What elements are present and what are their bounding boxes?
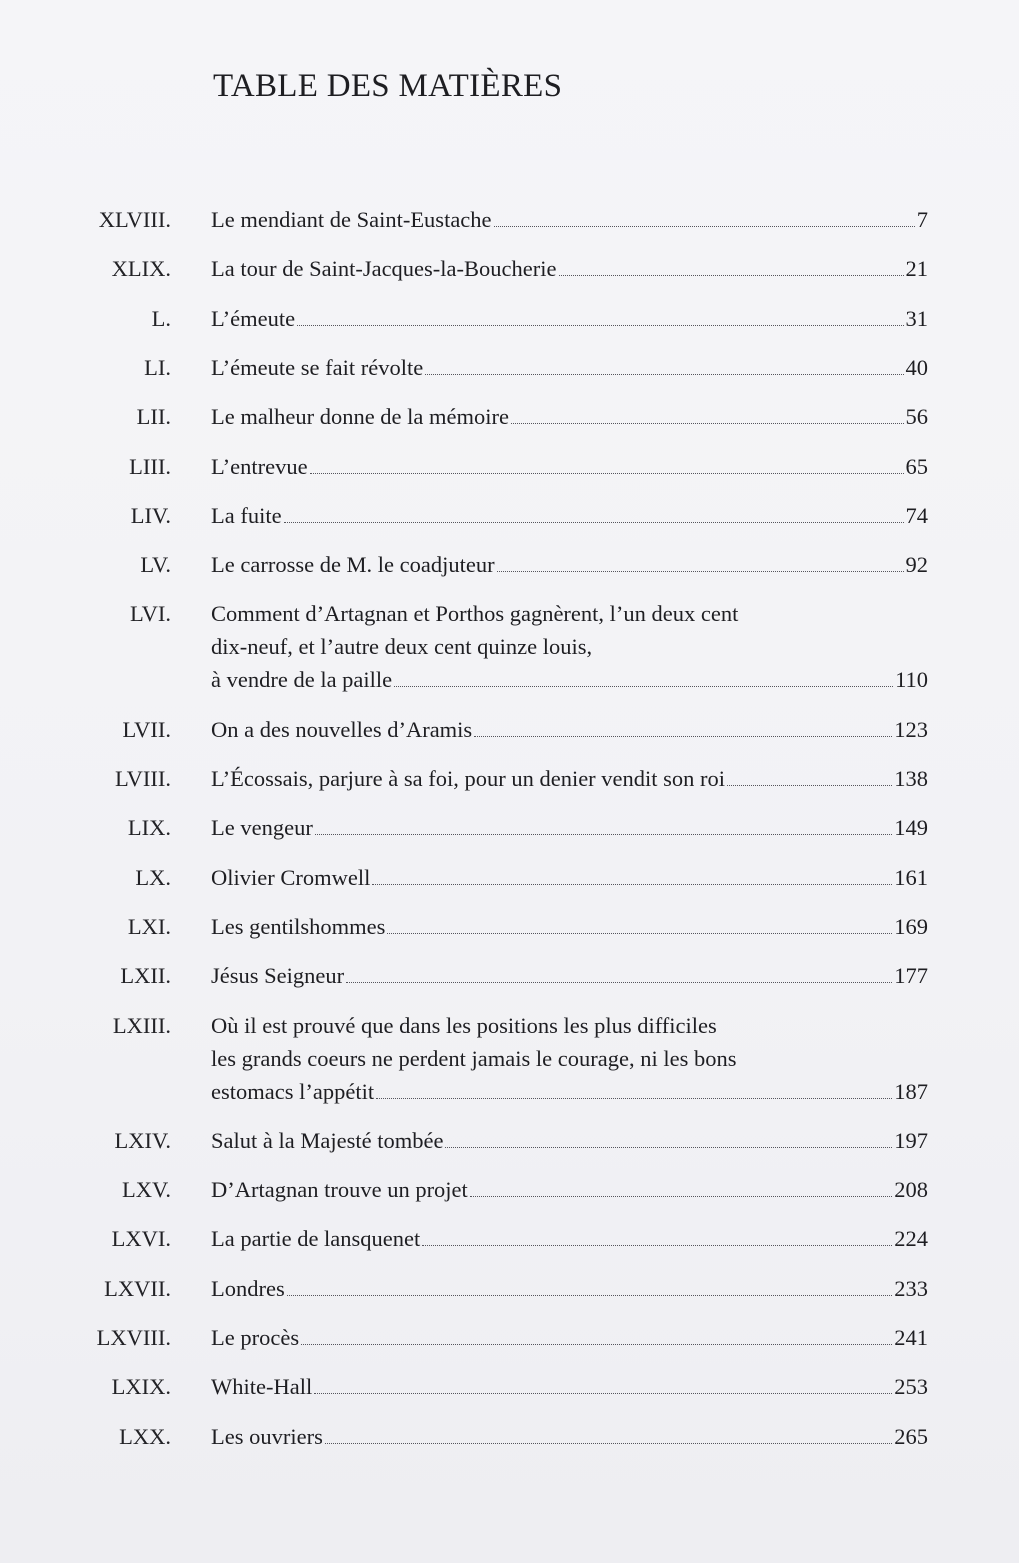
chapter-title-last-line — [211, 910, 928, 943]
chapter-number: LXI. — [127, 913, 171, 939]
chapter-title-line: Les ouvriers — [211, 1423, 323, 1449]
page-number: 187 — [894, 1078, 928, 1104]
dot-leader — [494, 204, 915, 227]
dot-leader — [310, 451, 904, 474]
chapter-number: LVIII. — [114, 766, 171, 791]
dot-leader — [387, 911, 892, 934]
chapter-number: LXII. — [120, 963, 171, 989]
dot-leader — [511, 401, 903, 424]
chapter-title — [211, 762, 928, 795]
chapter-title-last-line — [211, 713, 928, 746]
dot-leader — [470, 1174, 892, 1197]
chapter-number: LI. — [144, 354, 171, 380]
dot-leader — [497, 549, 904, 572]
chapter-title — [211, 1222, 928, 1255]
dot-leader — [325, 1421, 892, 1444]
chapter-title — [211, 1124, 928, 1157]
chapter-title — [211, 1370, 928, 1403]
chapter-number: LXIV. — [114, 1127, 171, 1153]
chapter-number: LXVIII. — [96, 1325, 171, 1350]
chapter-title — [211, 1272, 928, 1305]
dot-leader — [314, 1371, 892, 1394]
page-number: 177 — [894, 963, 928, 989]
page-number: 56 — [905, 404, 928, 430]
chapter-title-line: White-Hall — [211, 1374, 313, 1400]
chapter-title-line: dix-neuf, et l’autre deux cent quinze louis, — [211, 634, 593, 660]
page-number: 197 — [894, 1127, 928, 1153]
chapter-title — [211, 597, 928, 696]
chapter-title — [211, 1420, 928, 1453]
chapter-title-line: Le carrosse de M. le coadjuteur — [211, 552, 495, 578]
chapter-number: LXIX. — [111, 1374, 171, 1400]
chapter-number: L. — [151, 305, 171, 331]
page-number: 241 — [894, 1325, 928, 1350]
chapter-number: LII. — [136, 404, 171, 430]
chapter-title-last-line — [211, 203, 928, 236]
chapter-number: LXV. — [122, 1177, 171, 1203]
page-number: 92 — [905, 552, 928, 578]
chapter-title-last-line — [211, 1124, 928, 1157]
chapter-number: LV. — [140, 552, 171, 578]
page-number: 40 — [905, 354, 928, 380]
chapter-title-last-line — [211, 450, 928, 483]
chapter-title-last-line — [211, 1370, 928, 1403]
page-number: 65 — [905, 453, 928, 479]
chapter-title — [211, 400, 928, 433]
chapter-title-line: Comment d’Artagnan et Porthos gagnèrent, l’un deux cent — [211, 601, 739, 627]
chapter-title-last-line — [211, 762, 928, 795]
chapter-title-last-line — [211, 1272, 928, 1305]
chapter-title-last-line — [211, 959, 928, 992]
chapter-title-line: Où il est prouvé que dans les positions les plus difficiles — [211, 1012, 717, 1038]
chapter-title — [211, 959, 928, 992]
page-title: TABLE DES MATIÈRES — [213, 68, 563, 104]
dot-leader — [346, 960, 892, 983]
dot-leader — [445, 1125, 892, 1148]
chapter-title — [211, 499, 928, 532]
page-number: 7 — [916, 207, 928, 232]
chapter-title — [211, 910, 928, 943]
chapter-title-last-line — [211, 1222, 928, 1255]
dot-leader — [425, 352, 903, 375]
chapter-title-last-line — [211, 548, 928, 581]
chapter-title-last-line — [211, 351, 928, 384]
chapter-title-last-line — [211, 1420, 928, 1453]
page-number: 169 — [894, 913, 928, 939]
chapter-title-line: La tour de Saint-Jacques-la-Boucherie — [211, 256, 557, 282]
chapter-number: LXVI. — [111, 1226, 171, 1252]
dot-leader — [376, 1076, 892, 1099]
page-number: 110 — [895, 667, 928, 693]
chapter-number: LIII. — [129, 453, 171, 479]
chapter-number: LXIII. — [112, 1012, 171, 1038]
chapter-title — [211, 861, 928, 894]
chapter-number: LX. — [135, 864, 171, 890]
chapter-title-line: Jésus Seigneur — [211, 963, 345, 989]
page-number: 123 — [894, 716, 928, 742]
chapter-title-last-line — [211, 400, 928, 433]
chapter-title-last-line — [211, 499, 928, 532]
chapter-title-last-line — [211, 302, 928, 335]
chapter-number: LIV. — [130, 502, 171, 528]
chapter-title-line: L’émeute se fait révolte — [211, 354, 424, 380]
chapter-number: XLIX. — [111, 256, 171, 282]
dot-leader — [422, 1223, 892, 1246]
chapter-title-line: L’Écossais, parjure à sa foi, pour un denier vendit son roi — [211, 766, 726, 791]
chapter-title — [211, 811, 928, 844]
chapter-title — [211, 713, 928, 746]
page-number: 224 — [894, 1226, 928, 1252]
page-number: 138 — [894, 766, 928, 791]
chapter-title-line: D’Artagnan trouve un projet — [211, 1177, 468, 1203]
dot-leader — [372, 862, 892, 885]
chapter-title-line: Londres — [211, 1275, 285, 1301]
chapter-title — [211, 351, 928, 384]
chapter-title-line: L’émeute — [211, 305, 296, 331]
chapter-title — [211, 302, 928, 335]
dot-leader — [394, 664, 893, 687]
page-number: 253 — [894, 1374, 928, 1400]
chapter-title-line: On a des nouvelles d’Aramis — [211, 716, 473, 742]
dot-leader — [287, 1273, 893, 1296]
dot-leader — [284, 500, 904, 523]
page-number: 161 — [894, 864, 928, 890]
dot-leader — [559, 253, 904, 276]
chapter-title-line: L’entrevue — [211, 453, 308, 479]
chapter-title-line: Salut à la Majesté tombée — [211, 1127, 444, 1153]
page-number: 208 — [894, 1177, 928, 1203]
chapter-title-line: les grands coeurs ne perdent jamais le courage, ni les bons — [211, 1045, 737, 1071]
chapter-title-last-line — [211, 1321, 928, 1354]
chapter-number: LVII. — [122, 716, 171, 742]
chapter-title-last-line — [211, 252, 928, 285]
chapter-title — [211, 450, 928, 483]
chapter-number: LVI. — [129, 601, 171, 627]
chapter-title-line: Les gentilshommes — [211, 913, 386, 939]
chapter-title-line: Le vengeur — [211, 815, 313, 841]
chapter-title — [211, 252, 928, 285]
chapter-number: LIX. — [127, 815, 171, 841]
dot-leader — [727, 763, 892, 786]
chapter-title-line: estomacs l’appétit — [211, 1078, 375, 1104]
page-number: 233 — [894, 1275, 928, 1301]
chapter-title-line: Le procès — [211, 1325, 300, 1350]
page-number: 74 — [905, 502, 928, 528]
chapter-title-last-line — [211, 861, 928, 894]
dot-leader — [474, 714, 892, 737]
page-number: 265 — [894, 1423, 928, 1449]
chapter-title-line: Olivier Cromwell — [211, 864, 371, 890]
chapter-title-line: à vendre de la paille — [211, 667, 393, 693]
chapter-title — [211, 1009, 928, 1108]
chapter-title — [211, 203, 928, 236]
chapter-title — [211, 1173, 928, 1206]
dot-leader — [297, 303, 903, 326]
chapter-title-line: La fuite — [211, 502, 282, 528]
page-number: 149 — [894, 815, 928, 841]
page-number: 31 — [905, 305, 928, 331]
dot-leader — [315, 812, 892, 835]
chapter-number: XLVIII. — [98, 207, 171, 232]
chapter-title — [211, 548, 928, 581]
page-number: 21 — [905, 256, 928, 282]
chapter-title-line: Le malheur donne de la mémoire — [211, 404, 510, 430]
chapter-number: LXVII. — [104, 1275, 171, 1301]
dot-leader — [301, 1322, 892, 1345]
chapter-title-last-line — [211, 1173, 928, 1206]
chapter-title-last-line — [211, 811, 928, 844]
chapter-title-last-line — [211, 1075, 928, 1108]
chapter-title-line: La partie de lansquenet — [211, 1226, 421, 1252]
chapter-title — [211, 1321, 928, 1354]
chapter-title-last-line — [211, 663, 928, 696]
chapter-title-line: Le mendiant de Saint-Eustache — [211, 207, 492, 232]
chapter-number: LXX. — [119, 1423, 171, 1449]
